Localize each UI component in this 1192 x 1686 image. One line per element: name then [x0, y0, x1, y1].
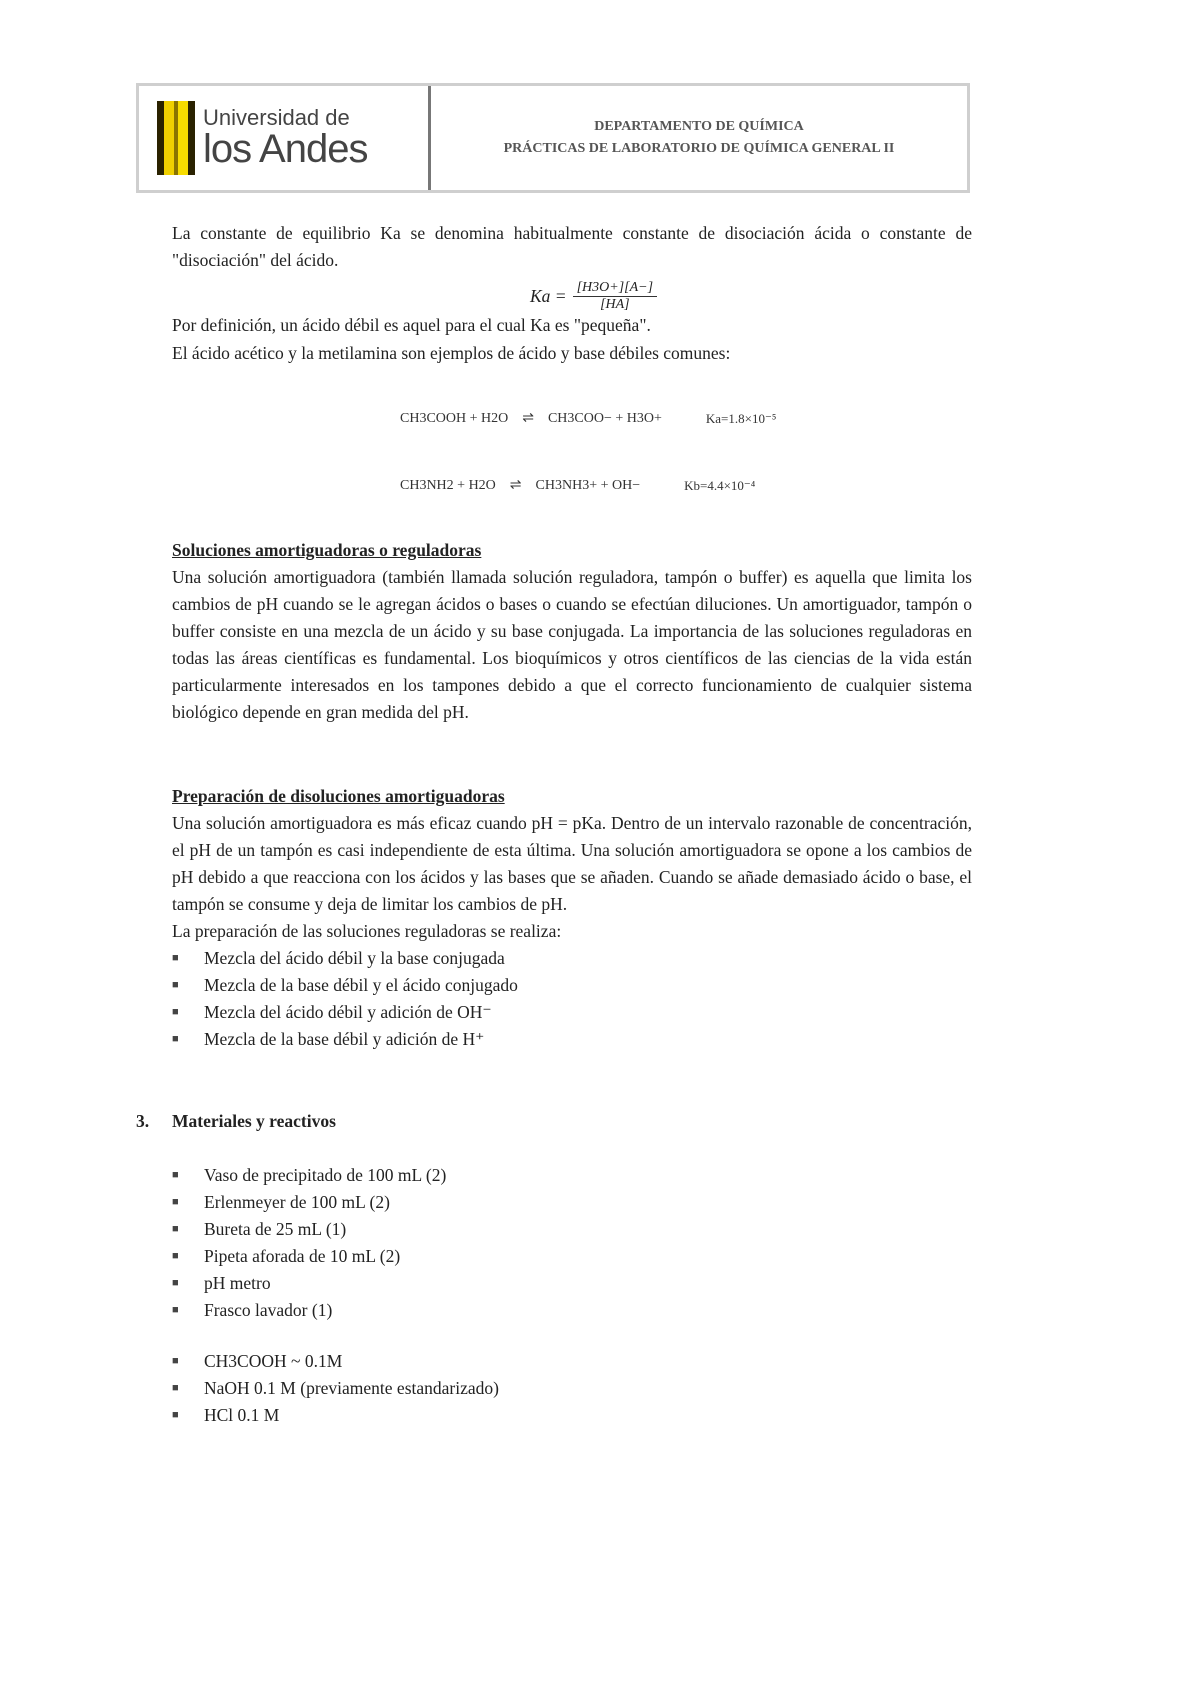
formula-denominator: [HA] — [600, 297, 630, 312]
logo-line2: los Andes — [203, 127, 368, 171]
list-item: ■ Mezcla de la base débil y adición de H⁺ — [172, 1026, 972, 1053]
products: CH3COO− + H3O+ — [547, 410, 662, 426]
course-title: PRÁCTICAS DE LABORATORIO DE QUÍMICA GENERAL II — [503, 141, 895, 156]
section-number: 3. — [136, 1111, 150, 1131]
formula-numerator: [H3O+][A−] — [573, 280, 657, 297]
formula-lhs: Ka = — [530, 286, 567, 306]
university-logo — [139, 86, 431, 190]
weak-acid-definition: Por definición, un ácido débil es aquel para el cual Ka es "pequeña". — [172, 315, 651, 335]
section-title: Materiales y reactivos — [172, 1111, 336, 1131]
list-item: ■ Mezcla del ácido débil y adición de OH⁻ — [172, 999, 972, 1026]
list-item: ■ Vaso de precipitado de 100 mL (2) — [172, 1162, 972, 1189]
list-item: ■ pH metro — [172, 1270, 972, 1297]
list-item: ■ CH3COOH ~ 0.1M — [172, 1348, 972, 1375]
list-item: ■ Pipeta aforada de 10 mL (2) — [172, 1243, 972, 1270]
document-header — [136, 83, 970, 193]
equilibrium-arrow-icon: ⇌ — [522, 411, 534, 426]
reactants: CH3NH2 + H2O — [400, 477, 496, 493]
list-item: ■ HCl 0.1 M — [172, 1402, 972, 1429]
reaction-acetic-acid — [400, 410, 776, 427]
examples-intro: El ácido acético y la metilamina son ejemplos de ácido y base débiles comunes: — [172, 343, 731, 363]
list-item: ■ Erlenmeyer de 100 mL (2) — [172, 1189, 972, 1216]
preparation-paragraph: Una solución amortiguadora es más eficaz cuando pH = pKa. Dentro de un intervalo razonable de concentración, el pH de un tampón es casi independiente de esta última. Una solución amortiguadora se opone a los cambios de pH debido a que reacciona con los ácidos y las bases que se añaden. Cuando se añade demasiado ácido o base, el tampón se consume y deja de limitar los cambios de pH. — [172, 813, 972, 914]
list-item: ■ Frasco lavador (1) — [172, 1297, 972, 1324]
list-item: ■ NaOH 0.1 M (previamente estandarizado) — [172, 1375, 972, 1402]
section-heading-preparation: Preparación de disoluciones amortiguadoras — [172, 786, 505, 806]
reagents-list — [172, 1348, 972, 1429]
logo-line1: Universidad de — [203, 105, 350, 130]
reaction-methylamine — [400, 477, 755, 494]
logo-emblem-icon — [157, 101, 195, 175]
preparation-lead: La preparación de las soluciones reguladoras se realiza: — [172, 921, 562, 941]
intro-paragraph: La constante de equilibrio Ka se denomina habitualmente constante de disociación ácida o constante de "disociación" del ácido. — [172, 223, 972, 270]
list-item: ■ Mezcla de la base débil y el ácido conjugado — [172, 972, 972, 999]
reactants: CH3COOH + H2O — [400, 410, 509, 426]
equilibrium-arrow-icon: ⇌ — [509, 478, 522, 493]
preparation-list — [172, 945, 972, 1053]
materials-list — [172, 1162, 972, 1324]
ka-formula — [530, 280, 657, 313]
list-item: ■ Bureta de 25 mL (1) — [172, 1216, 972, 1243]
section-heading-buffers: Soluciones amortiguadoras o reguladoras — [172, 540, 482, 560]
department-title: DEPARTAMENTO DE QUÍMICA — [594, 119, 804, 134]
products: CH3NH3+ + OH− — [535, 477, 641, 493]
buffers-paragraph: Una solución amortiguadora (también llamada solución reguladora, tampón o buffer) es aquella que limita los cambios de pH cuando se le agregan ácidos o bases o cuando se efectúan diluciones. Un amortiguador, tampón o buffer consiste en una mezcla de un ácido y su base conjugada. La importancia de las soluciones reguladoras en todas las áreas científicas es fundamental. Los bioquímicos y otros científicos de las ciencias de la vida están particularmente interesados en los tampones debido a que el correcto funcionamiento de cualquier sistema biológico depende en gran medida del pH. — [172, 567, 972, 722]
equilibrium-constant: Ka=1.8×10⁻⁵ — [705, 410, 777, 426]
list-item: ■ Mezcla del ácido débil y la base conjugada — [172, 945, 972, 972]
equilibrium-constant: Kb=4.4×10⁻⁴ — [684, 477, 756, 493]
section-heading-materials — [136, 1108, 336, 1135]
